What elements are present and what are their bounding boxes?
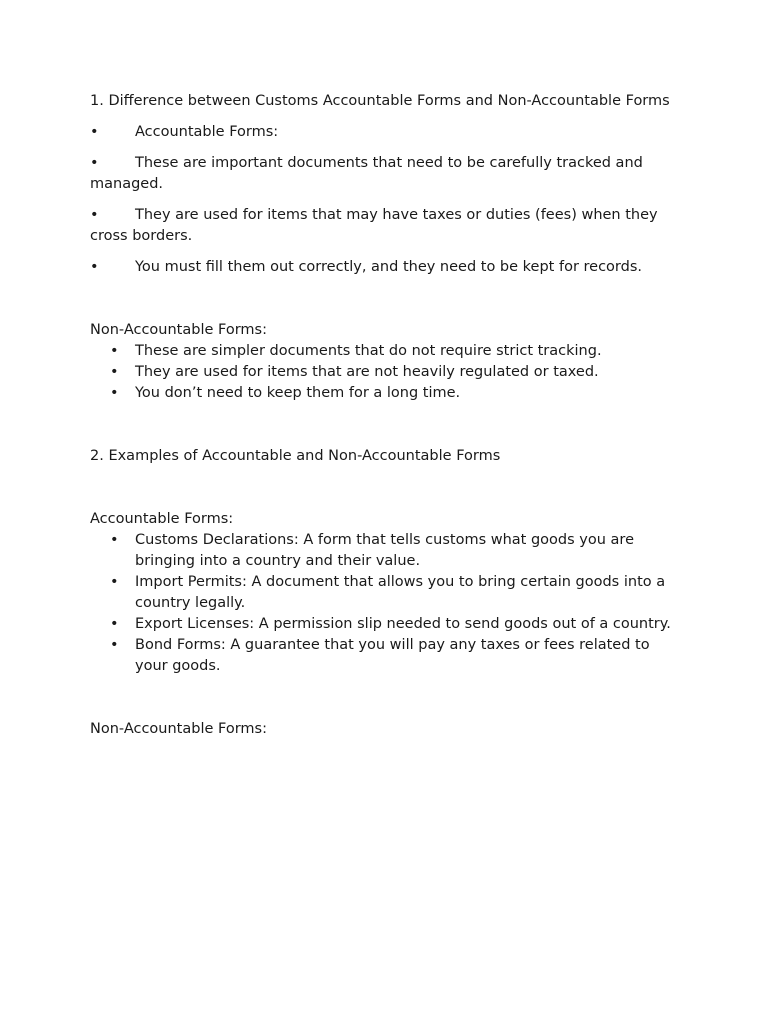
paragraph-text: They are used for items that may have taxes or duties (fees) when they cross borders. [90,207,658,244]
list-item [90,572,680,614]
document-body [90,91,680,740]
paragraph-text: Accountable Forms: [135,124,279,140]
paragraph-text: These are important documents that need to be carefully tracked and managed. [90,155,643,192]
list-item [90,530,680,572]
tab-bullet-paragraph [90,257,680,278]
bullet-glyph: • [110,616,119,632]
non-accountable-list [90,341,680,404]
bullet-glyph: • [110,532,119,548]
non-accountable-label: Non-Accountable Forms: [90,721,267,737]
tab-bullet-paragraph [90,153,680,195]
list-item [90,614,680,635]
list-item [90,341,680,362]
list-item-text: They are used for items that are not heavily regulated or taxed. [135,364,599,380]
tab-bullet-paragraph [90,205,680,247]
section2-heading: 2. Examples of Accountable and Non-Accountable Forms [90,448,501,464]
bullet-glyph: • [110,364,119,380]
bullet-glyph: • [90,124,99,140]
bullet-glyph: • [110,385,119,401]
bullet-glyph: • [110,574,119,590]
list-item [90,362,680,383]
bullet-glyph: • [90,207,99,223]
list-item-text: Export Licenses: A permission slip needed to send goods out of a country. [135,616,671,632]
bullet-glyph: • [110,343,119,359]
list-item-text: Import Permits: A document that allows you to bring certain goods into a country legally. [135,574,666,611]
accountable-label: Accountable Forms: [90,511,234,527]
list-item [90,383,680,404]
non-accountable-label: Non-Accountable Forms: [90,322,267,338]
tab-bullet-paragraph [90,122,680,143]
bullet-glyph: • [110,637,119,653]
list-item-text: Bond Forms: A guarantee that you will pay any taxes or fees related to your goods. [135,637,650,674]
list-item-text: Customs Declarations: A form that tells customs what goods you are bringing into a country and their value. [135,532,634,569]
paragraph-text: You must fill them out correctly, and they need to be kept for records. [135,259,642,275]
list-item-text: You don’t need to keep them for a long time. [135,385,461,401]
list-item-text: These are simpler documents that do not require strict tracking. [135,343,602,359]
section1-heading: 1. Difference between Customs Accountable Forms and Non-Accountable Forms [90,93,670,109]
bullet-glyph: • [90,155,99,171]
accountable-examples-list [90,530,680,677]
list-item [90,635,680,677]
bullet-glyph: • [90,259,99,275]
